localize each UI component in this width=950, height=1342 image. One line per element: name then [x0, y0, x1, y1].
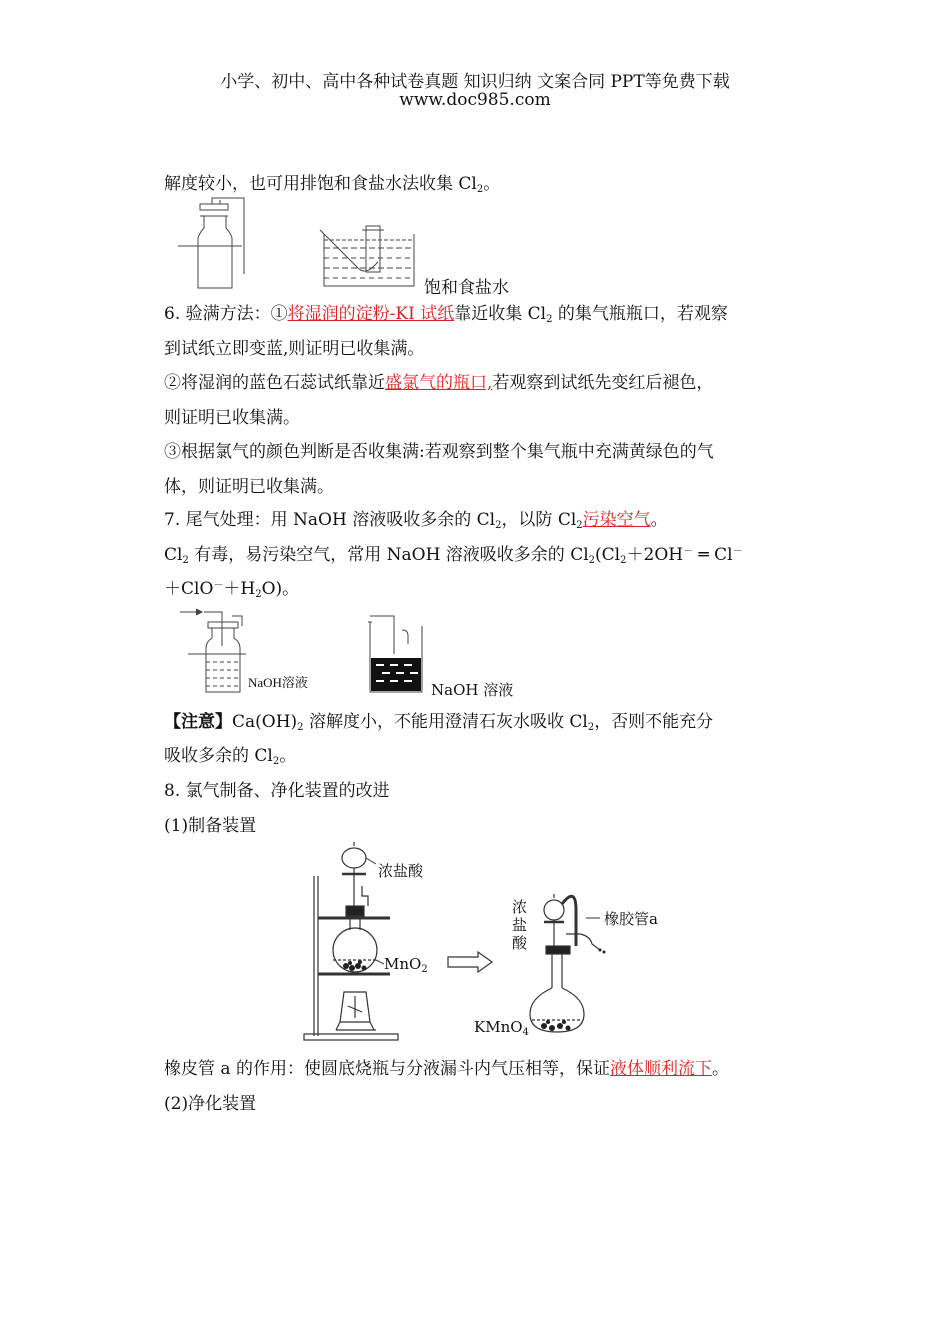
- text: ②将湿润的蓝色石蕊试纸靠近: [164, 373, 385, 393]
- header-line2: www.doc985.com: [399, 90, 551, 110]
- text: 。: [711, 1059, 729, 1079]
- para-6-line6: 体，则证明已收集满。: [164, 477, 334, 497]
- para-tube-function: [164, 1061, 729, 1078]
- fig2-label-small: NaOH溶液: [248, 675, 308, 690]
- answer-red: 将湿润的淀粉-KI 试纸: [287, 304, 455, 324]
- fig2-label-right: NaOH 溶液: [431, 681, 514, 699]
- answer-red: 液体顺利流下: [609, 1059, 712, 1079]
- text: 6. 验满方法：①: [164, 304, 288, 324]
- sub: 2: [576, 520, 583, 531]
- text: 溶解度小，不能用澄清石灰水吸收 Cl: [303, 712, 588, 732]
- text: 浓: [512, 898, 528, 916]
- text: 解度较小，也可用排饱和食盐水法收集 Cl: [164, 174, 477, 194]
- para-6-line5: ③根据氯气的颜色判断是否收集满:若观察到整个集气瓶中充满黄绿色的气: [164, 442, 714, 462]
- para-6-line1: [164, 306, 728, 323]
- text: Cl: [164, 545, 183, 565]
- sup: －: [732, 546, 743, 557]
- header-line1: 小学、初中、高中各种试卷真题 知识归纳 文案合同 PPT等免费下载: [220, 72, 730, 92]
- prep-apparatus-right: [520, 880, 630, 1040]
- text: ，以防 Cl: [501, 510, 577, 530]
- fig3-right-tube-label: 橡胶管a: [604, 910, 658, 928]
- sub: 2: [495, 520, 502, 531]
- text: 盐: [512, 916, 528, 934]
- para-6-line3: [164, 375, 713, 392]
- para-7-line1: [164, 512, 668, 529]
- sub: 2: [587, 722, 595, 733]
- text: ＋H: [223, 579, 256, 599]
- text: 有毒，易污染空气，常用 NaOH 溶液吸收多余的 Cl: [188, 545, 589, 565]
- water-trough-figure: [318, 222, 418, 292]
- fig3-right-acid-label: [512, 898, 527, 952]
- text: 7. 尾气处理：用 NaOH 溶液吸收多余的 Cl: [164, 510, 496, 530]
- note-tag: 【注意】: [164, 712, 232, 732]
- naoh-beaker-figure: [364, 614, 434, 698]
- answer-red: 盛氯气的瓶口,: [385, 373, 493, 393]
- text: KMnO: [474, 1018, 523, 1036]
- section-8-sub1: (1)制备装置: [164, 816, 257, 836]
- sub: 2: [546, 314, 553, 325]
- text: 。: [650, 510, 668, 530]
- fig1-label: 饱和食盐水: [424, 278, 509, 298]
- text: MnO: [384, 955, 422, 973]
- sub: 2: [421, 964, 428, 975]
- gas-bottle-figure: [178, 202, 258, 292]
- para-7-line3: [164, 581, 299, 598]
- text: 的集气瓶瓶口，若观察: [552, 304, 728, 324]
- sub: 2: [297, 722, 304, 733]
- sub: 2: [255, 589, 262, 600]
- sub: 2: [588, 555, 596, 566]
- transition-arrow-icon: [446, 950, 496, 974]
- text: O)。: [261, 579, 300, 599]
- answer-red: 污染空气: [582, 510, 651, 530]
- para-collect: [164, 176, 500, 193]
- text: 靠近收集 Cl: [454, 304, 547, 324]
- text: ，否则不能充分: [594, 712, 714, 732]
- text: 。: [483, 174, 501, 194]
- text: ＋2OH: [626, 545, 684, 565]
- fig3-left-mno2-label: [384, 955, 428, 973]
- fig3-left-acid-label: 浓盐酸: [378, 862, 424, 880]
- text: Ca(OH): [232, 712, 298, 732]
- fig3-right-kmno4-label: [474, 1018, 529, 1036]
- text: 橡皮管 a 的作用：使圆底烧瓶与分液漏斗内气压相等，保证: [164, 1059, 610, 1079]
- sub: 2: [272, 756, 280, 767]
- note-line1: [164, 714, 713, 731]
- para-6-line4: 则证明已收集满。: [164, 408, 300, 428]
- text: 。: [279, 746, 297, 766]
- sup: －: [683, 546, 694, 557]
- sub: 2: [476, 184, 484, 195]
- text: 吸收多余的 Cl: [164, 746, 273, 766]
- sub: 2: [620, 555, 627, 566]
- text: 酸: [512, 934, 528, 952]
- text: 若观察到试纸先变红后褪色，: [492, 373, 714, 393]
- note-line2: [164, 748, 296, 765]
- naoh-bottle-figure: [178, 606, 258, 696]
- sub: 4: [522, 1027, 529, 1038]
- text: ＋ClO: [164, 579, 214, 599]
- section-8-sub2: (2)净化装置: [164, 1094, 257, 1114]
- para-7-line2: [164, 547, 743, 564]
- section-8-title: 8. 氯气制备、净化装置的改进: [164, 781, 390, 801]
- text: ═ Cl: [693, 545, 733, 565]
- sub: 2: [182, 555, 189, 566]
- sup: －: [213, 580, 224, 591]
- para-6-line2: 到试纸立即变蓝,则证明已收集满。: [164, 339, 425, 359]
- text: (Cl: [595, 545, 621, 565]
